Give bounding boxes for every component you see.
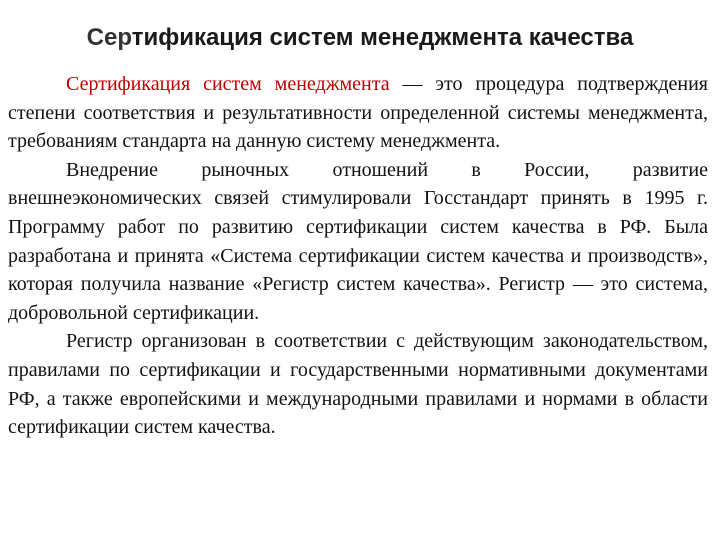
paragraph-history: Внедрение рыночных отношений в России, развитие внешнеэкономических связей стимулировали Госстандарт принять в 1995 г. Программу работ по развитию сертификации систем качества в РФ. Была разработана и принята «Система сертификации систем качества и производств», которая получила название «Регистр систем качества». Регистр — это система, добровольной сертификации. <box>8 158 708 324</box>
slide-title-lead: Сер <box>86 24 132 52</box>
slide-title-rest: тификация систем менеджмента качества <box>131 24 634 52</box>
paragraph-definition <box>8 70 708 156</box>
definition-text: — это процедура подтверждения степени соответствия и результативности определенной системы менеджмента, требованиям стандарта на данную систему менеджмента. <box>8 73 709 153</box>
paragraph-register: Регистр организован в соответствии с действующим законодательством, правилами по сертификации и государственными нормативными документами РФ, а также европейскими и международными правилами и нормами в области сертификации систем качества. <box>8 330 708 439</box>
defined-term: Сертификация систем менеджмента <box>66 73 390 95</box>
slide-body <box>8 70 708 442</box>
slide-title <box>0 22 720 54</box>
